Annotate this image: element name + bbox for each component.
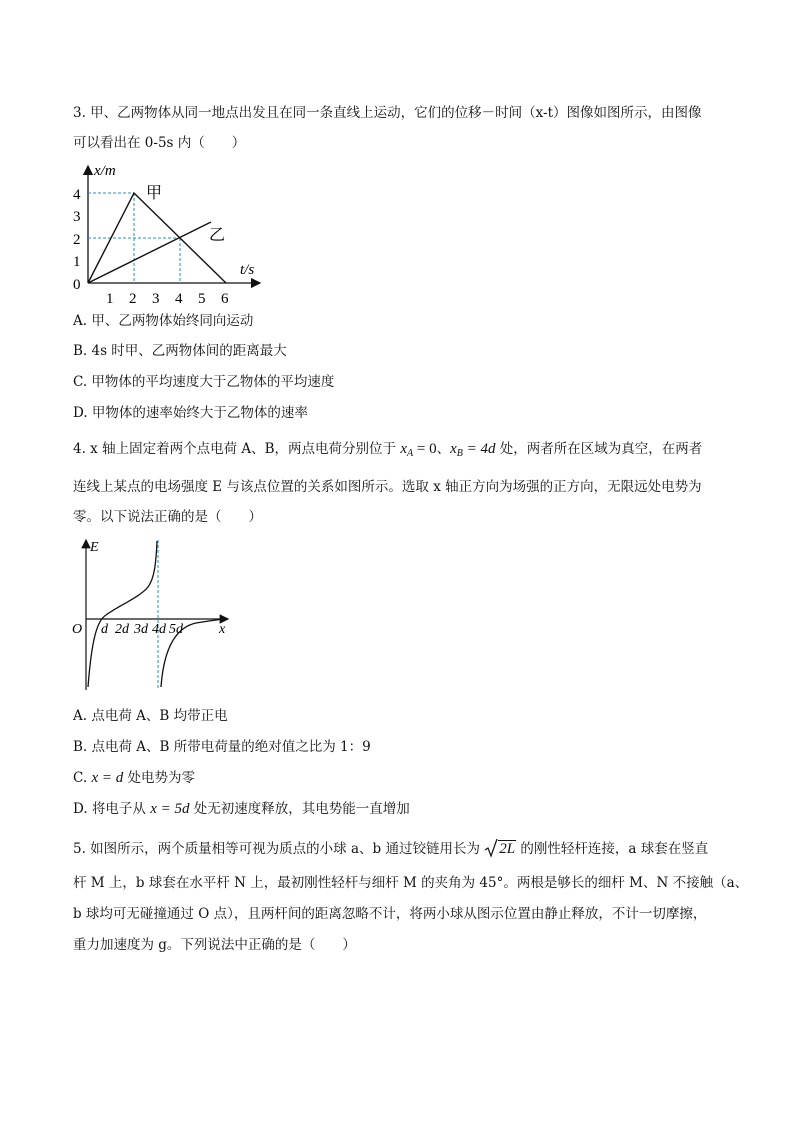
q3-origin-label: 0: [73, 277, 81, 293]
q3-stem-line-1: 3. 甲、乙两物体从同一地点出发且在同一条直线上运动，它们的位移－时间（x-t）图像如图所示，由图像: [73, 105, 702, 121]
q3-xtick-1: 1: [106, 291, 114, 307]
q4-option-a: A. 点电荷 A、B 均带正电: [73, 708, 228, 724]
q4-xb-symbol: $x_B$: [450, 441, 463, 459]
q4-curve-left: [88, 541, 157, 687]
q3-xtick-2: 2: [129, 291, 137, 307]
q4-xtick-3d: 3d: [134, 622, 148, 637]
q5-stem-line-2: 杆 M 上，b 球套在水平杆 N 上，最初刚性轻杆与细杆 M 的夹角为 45°。两根是够长的细杆 M、N 不接触（a、: [73, 875, 749, 891]
q4-xa-symbol: $x_A$: [400, 441, 414, 459]
q3-xtick-3: 3: [152, 291, 160, 307]
q5-stem-line-4: 重力加速度为 g。下列说法中正确的是（ ）: [73, 937, 356, 953]
q3-option-c: C. 甲物体的平均速度大于乙物体的平均速度: [73, 374, 335, 390]
q4-origin-label: O: [72, 622, 83, 637]
q4-stem-line-1: [73, 440, 702, 463]
q4-y-axis-label: E: [90, 540, 99, 555]
q4-xtick-5d: 5d: [169, 622, 183, 637]
q4-xb-value: = 4d: [462, 441, 496, 457]
q4-sep: 、: [436, 441, 451, 457]
q4-x-axis-label: x: [219, 622, 226, 637]
q5-stem-line-3: b 球均可无碰撞通过 O 点），且两杆间的距离忽略不计，将两小球从图示位置由静止释放，不计一切摩擦，: [73, 906, 707, 922]
q3-xt-graph: [68, 158, 268, 308]
q4-option-c: C. x = d 处电势为零: [73, 770, 196, 786]
q3-ytick-1: 1: [73, 254, 81, 270]
q4-xtick-4d: 4d: [152, 622, 166, 637]
q5-sqrt-expression: 2L: [484, 838, 516, 858]
q3-stem-line-2: 可以看出在 0-5s 内（ ）: [73, 135, 246, 151]
q4-option-c-math: x = d: [91, 770, 124, 786]
q4-option-d-math: x = 5d: [150, 801, 190, 817]
q4-xtick-2d: 2d: [115, 622, 129, 637]
q4-e-x-graph: [68, 535, 238, 695]
q4-option-d: D. 将电子从 x = 5d 处无初速度释放，其电势能一直增加: [73, 801, 410, 817]
q3-label-yi: 乙: [209, 227, 226, 244]
q4-stem-line-2: 连线上某点的电场强度 E 与该点位置的关系如图所示。选取 x 轴正方向为场强的正方向，无限远处电势为: [73, 479, 702, 495]
q3-ytick-3: 3: [73, 209, 81, 225]
q4-option-b: B. 点电荷 A、B 所带电荷量的绝对值之比为 1：9: [73, 739, 371, 755]
q4-stem-1b: 处，两者所在区域为真空，在两者: [495, 441, 703, 457]
q4-stem-1a: 4. x 轴上固定着两个点电荷 A、B，两点电荷分别位于: [73, 441, 401, 457]
q5-stem-line-1: 5. 如图所示，两个质量相等可视为质点的小球 a、b 通过铰链用长为 2L 的刚性轻杆连接，a 球套在竖直: [73, 838, 708, 858]
q3-option-a: A. 甲、乙两物体始终同向运动: [73, 313, 254, 329]
q3-xtick-4: 4: [175, 291, 183, 307]
q3-option-d: D. 甲物体的速率始终大于乙物体的速率: [73, 405, 308, 421]
q4-stem-line-3: 零。以下说法正确的是（ ）: [73, 509, 262, 525]
q3-label-jia: 甲: [146, 185, 163, 202]
q3-xtick-6: 6: [221, 291, 229, 307]
q3-xtick-5: 5: [198, 291, 206, 307]
q4-xa-value: = 0: [413, 441, 437, 457]
q3-option-b: B. 4s 时甲、乙两物体间的距离最大: [73, 343, 287, 359]
q3-series-yi: [88, 222, 211, 283]
q4-xtick-d: d: [101, 622, 108, 637]
q3-ytick-2: 2: [73, 232, 81, 248]
q3-x-axis-label: t/s: [240, 262, 255, 278]
q3-y-axis-label: x/m: [94, 163, 116, 179]
q3-ytick-4: 4: [73, 187, 81, 203]
